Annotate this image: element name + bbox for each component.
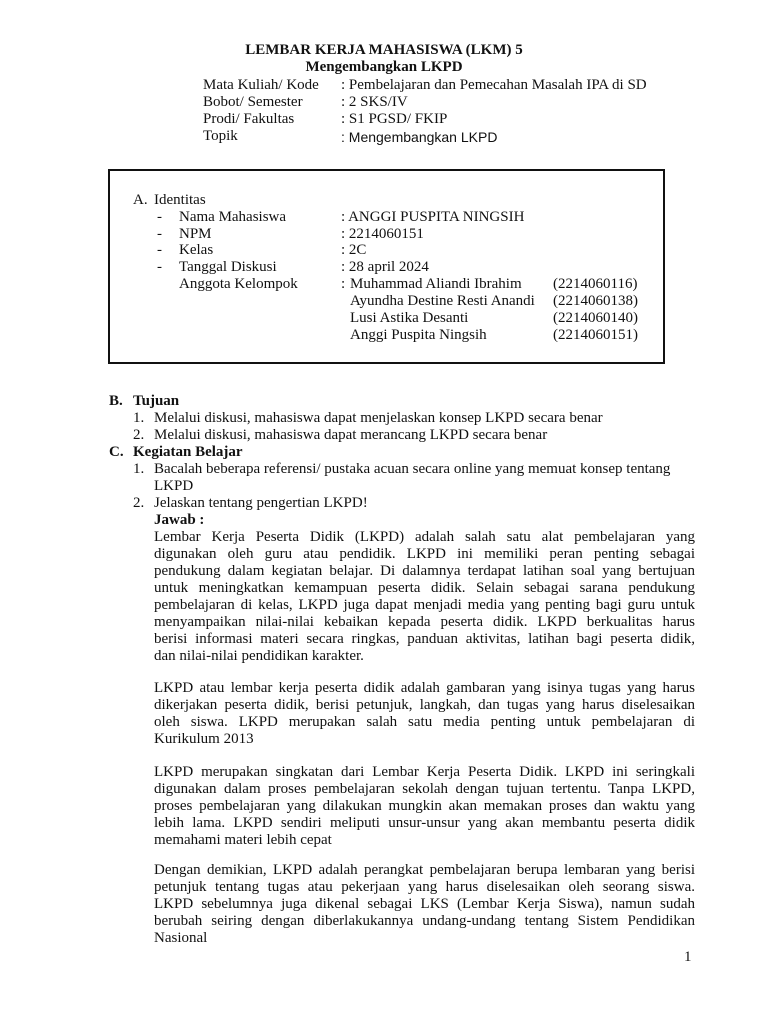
identitas-dash: - — [157, 242, 162, 258]
answer-paragraph — [154, 862, 695, 947]
jawab-label: Jawab : — [154, 512, 205, 528]
document-title: LEMBAR KERJA MAHASISWA (LKM) 5 — [245, 42, 523, 58]
paragraph-line: Lembar Kerja Peserta Didik (LKPD) adalah salah satu alat pembelajaran yang — [154, 529, 695, 545]
section-letter-c: C. — [109, 444, 124, 460]
paragraph-line: dan nilai-nilai pendidikan karakter. — [154, 648, 364, 664]
tujuan-heading: Tujuan — [133, 393, 180, 409]
tujuan-item-number: 2. — [133, 427, 145, 443]
identitas-dash: - — [157, 226, 162, 242]
kegiatan-heading: Kegiatan Belajar — [133, 444, 243, 460]
paragraph-line: petunjuk tentang tugas atau pekerjaan yang harus diselesaikan oleh seorang siswa. — [154, 879, 695, 895]
section-letter-a: A. — [133, 192, 148, 208]
paragraph-line: Kurikulum 2013 — [154, 731, 254, 747]
identitas-dash: - — [157, 259, 162, 275]
paragraph-line: pembelajaran di kelas, LKPD juga dapat menjadi media yang penting bagi guru untuk — [154, 597, 695, 613]
paragraph-line: LKPD merupakan singkatan dari Lembar Kerja Peserta Didik. LKPD ini seringkali — [154, 764, 695, 780]
paragraph-line: dikerjakan peserta didik, berisi petunjuk, langkah, dan tugas yang harus diselesaikan — [154, 697, 695, 713]
paragraph-line: oleh siswa. LKPD merupakan salah satu media penting untuk pembelajaran di — [154, 714, 695, 730]
anggota-npm: (2214060116) — [553, 276, 638, 292]
tujuan-item-text: Melalui diskusi, mahasiswa dapat merancang LKPD secara benar — [154, 427, 548, 443]
header-label-mata-kuliah: Mata Kuliah/ Kode — [203, 77, 319, 93]
tujuan-item-number: 1. — [133, 410, 145, 426]
section-letter-b: B. — [109, 393, 123, 409]
anggota-npm: (2214060140) — [553, 310, 638, 326]
paragraph-line: Dengan demikian, LKPD adalah perangkat pembelajaran berupa lembaran yang berisi — [154, 862, 695, 878]
identitas-heading: Identitas — [154, 192, 206, 208]
paragraph-line: LKPD sebelumnya juga dikenal sebagai LKS (Lembar Kerja Siswa), namun sudah — [154, 896, 695, 912]
paragraph-line: berubah seiring dengan diberlakukannya undang-undang tentang Sistem Pendidikan — [154, 913, 695, 929]
identitas-value-tanggal: : 28 april 2024 — [341, 259, 429, 275]
header-label-bobot: Bobot/ Semester — [203, 94, 303, 110]
page-number: 1 — [684, 949, 692, 965]
identitas-value-npm: : 2214060151 — [341, 226, 424, 242]
paragraph-line: Nasional — [154, 930, 208, 946]
paragraph-line: pendukung dalam kegiatan belajar. Di dalamnya terdapat latihan soal yang bertujuan — [154, 563, 695, 579]
tujuan-item-text: Melalui diskusi, mahasiswa dapat menjelaskan konsep LKPD secara benar — [154, 410, 603, 426]
paragraph-line: berisi informasi materi secara ringkas, panduan aktivitas, latihan bagi peserta didik, — [154, 631, 695, 647]
paragraph-line: lebih lama. LKPD sendiri meliputi unsur-unsur yang akan membantu peserta didik — [154, 815, 695, 831]
header-value-topik: : Mengembangkan LKPD — [341, 129, 498, 145]
anggota-name: Lusi Astika Desanti — [350, 310, 469, 326]
paragraph-line: menyampaikan nilai-nilai kebaikan kepada peserta didik. LKPD berkualitas harus — [154, 614, 695, 630]
identitas-value-nama: : ANGGI PUSPITA NINGSIH — [341, 209, 525, 225]
paragraph-line: digunakan oleh guru atau pendidik. LKPD ini memiliki peran penting sebagai — [154, 546, 695, 562]
paragraph-line: proses pembelajaran yang dilakukan mungkin akan memakan proses dan waktu yang — [154, 798, 695, 814]
identitas-label-tanggal: Tanggal Diskusi — [179, 259, 277, 275]
answer-paragraph — [154, 529, 695, 665]
anggota-kelompok-label: Anggota Kelompok — [179, 276, 298, 292]
kegiatan-item-number: 2. — [133, 495, 145, 511]
identitas-value-kelas: : 2C — [341, 242, 367, 258]
anggota-name: Ayundha Destine Resti Anandi — [350, 293, 535, 309]
kegiatan-item-text: Jelaskan tentang pengertian LKPD! — [154, 495, 368, 511]
identitas-label-kelas: Kelas — [179, 242, 214, 258]
header-label-topik: Topik — [203, 128, 238, 144]
kegiatan-item-text: Bacalah beberapa referensi/ pustaka acuan secara online yang memuat konsep tentang — [154, 461, 671, 477]
kegiatan-item-text: LKPD — [154, 478, 194, 494]
paragraph-line: LKPD atau lembar kerja peserta didik adalah gambaran yang isinya tugas yang harus — [154, 680, 695, 696]
paragraph-line: digunakan dalam proses pembelajaran sekolah dengan tujuan tertentu. Tanpa LKPD, — [154, 781, 695, 797]
header-label-prodi: Prodi/ Fakultas — [203, 111, 295, 127]
kegiatan-item-number: 1. — [133, 461, 145, 477]
identitas-dash: - — [157, 209, 162, 225]
identitas-label-nama: Nama Mahasiswa — [179, 209, 287, 225]
anggota-name: Muhammad Aliandi Ibrahim — [350, 276, 522, 292]
anggota-name: Anggi Puspita Ningsih — [350, 327, 487, 343]
header-value-prodi: : S1 PGSD/ FKIP — [341, 111, 448, 127]
anggota-npm: (2214060151) — [553, 327, 638, 343]
header-value-bobot: : 2 SKS/IV — [341, 94, 408, 110]
anggota-kelompok-colon: : — [341, 276, 346, 292]
answer-paragraph — [154, 680, 695, 748]
header-value-mata-kuliah: : Pembelajaran dan Pemecahan Masalah IPA di SD — [341, 77, 647, 93]
identitas-label-npm: NPM — [179, 226, 212, 242]
paragraph-line: memahami materi lebih cepat — [154, 832, 332, 848]
answer-paragraph — [154, 764, 695, 849]
document-subtitle: Mengembangkan LKPD — [305, 59, 463, 75]
anggota-npm: (2214060138) — [553, 293, 638, 309]
paragraph-line: untuk meningkatkan kemampuan peserta didik. Selain sebagai sarana pendukung — [154, 580, 695, 596]
